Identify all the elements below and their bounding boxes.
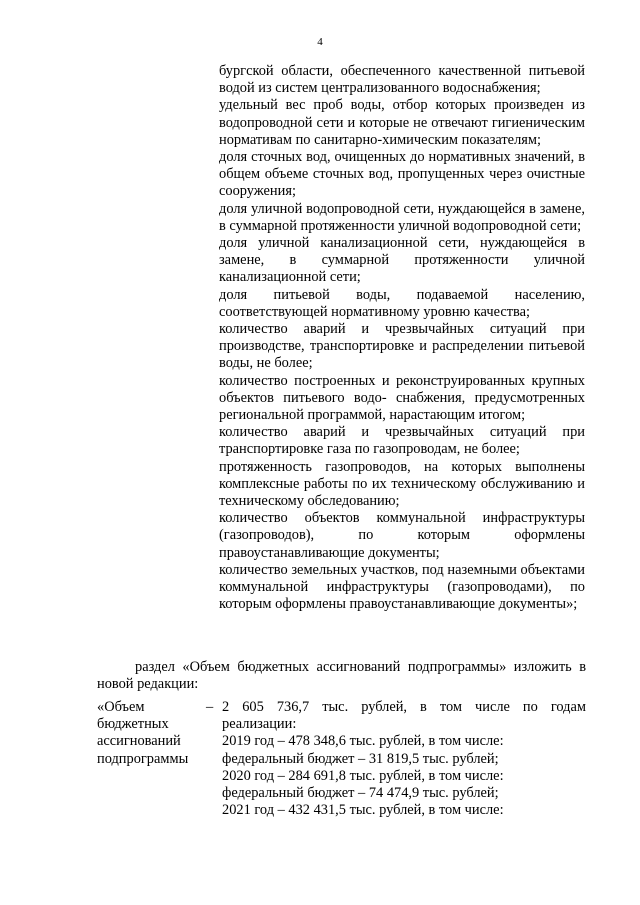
indicator-item: удельный вес проб воды, отбор которых произведен из водопроводной сети и которые не отвечают гигиеническим нормативам по санитарно-химическим показателям; xyxy=(219,97,585,148)
indicator-item: количество аварий и чрезвычайных ситуаций при производстве, транспортировке и распределении питьевой воды, не более; xyxy=(219,321,585,372)
indicator-item: доля уличной водопроводной сети, нуждающейся в замене, в суммарной протяженности уличной водопроводной сети; xyxy=(219,200,585,234)
indicator-item: количество построенных и реконструированных крупных объектов питьевого водо- снабжения, предусмотренных региональной программой, нарастающим итогом; xyxy=(219,372,585,424)
budget-label-line: бюджетных xyxy=(97,716,169,733)
indicator-item: количество объектов коммунальной инфраструктуры (газопроводов), по которым оформлены правоустанавливающие документы; xyxy=(219,510,585,561)
indicator-list xyxy=(219,63,585,614)
indicator-item: доля уличной канализационной сети, нуждающейся в замене, в суммарной протяженности уличной канализационной сети; xyxy=(219,235,585,286)
indicator-item: доля сточных вод, очищенных до нормативных значений, в общем объеме сточных вод, пропущенных через очистные сооружения; xyxy=(219,149,585,200)
budget-line: федеральный бюджет – 74 474,9 тыс. рублей; xyxy=(222,785,499,802)
budget-line: 2021 год – 432 431,5 тыс. рублей, в том числе: xyxy=(222,802,504,819)
budget-label xyxy=(97,699,207,768)
budget-passport-row xyxy=(97,699,586,829)
budget-value xyxy=(217,699,586,819)
indicator-item: количество аварий и чрезвычайных ситуаций при транспортировке газа по газопроводам, не более; xyxy=(219,424,585,458)
indicator-item: бургской области, обеспеченного качественной питьевой водой из систем централизованного водоснабжения; xyxy=(219,63,585,97)
budget-line: 2020 год – 284 691,8 тыс. рублей, в том числе: xyxy=(222,767,504,784)
indicator-item: количество земельных участков, под наземными объектами коммунальной инфраструктуры (газопроводами), по которым оформлены правоустанавливающие документы»; xyxy=(219,561,585,613)
budget-line: реализации: xyxy=(222,716,297,733)
budget-line: 2019 год – 478 348,6 тыс. рублей, в том числе: xyxy=(222,733,504,750)
indicator-item: доля питьевой воды, подаваемой населению, соответствующей нормативному уровню качества; xyxy=(219,286,585,320)
section-intro: раздел «Объем бюджетных ассигнований подпрограммы» изложить в новой редакции: xyxy=(97,659,586,693)
budget-label-line: подпрограммы xyxy=(97,750,189,767)
budget-label-line: «Объем xyxy=(97,699,145,715)
indicator-item: протяженность газопроводов, на которых выполнены комплексные работы по их техническому обслуживанию и техническому обследованию; xyxy=(219,458,585,510)
budget-label-line: ассигнований xyxy=(97,733,181,750)
budget-dash: – xyxy=(206,699,214,715)
budget-total: 2 605 736,7 тыс. рублей, в том числе по годам xyxy=(222,699,586,715)
page-number: 4 xyxy=(317,36,323,48)
budget-line: федеральный бюджет – 31 819,5 тыс. рублей; xyxy=(222,750,499,767)
